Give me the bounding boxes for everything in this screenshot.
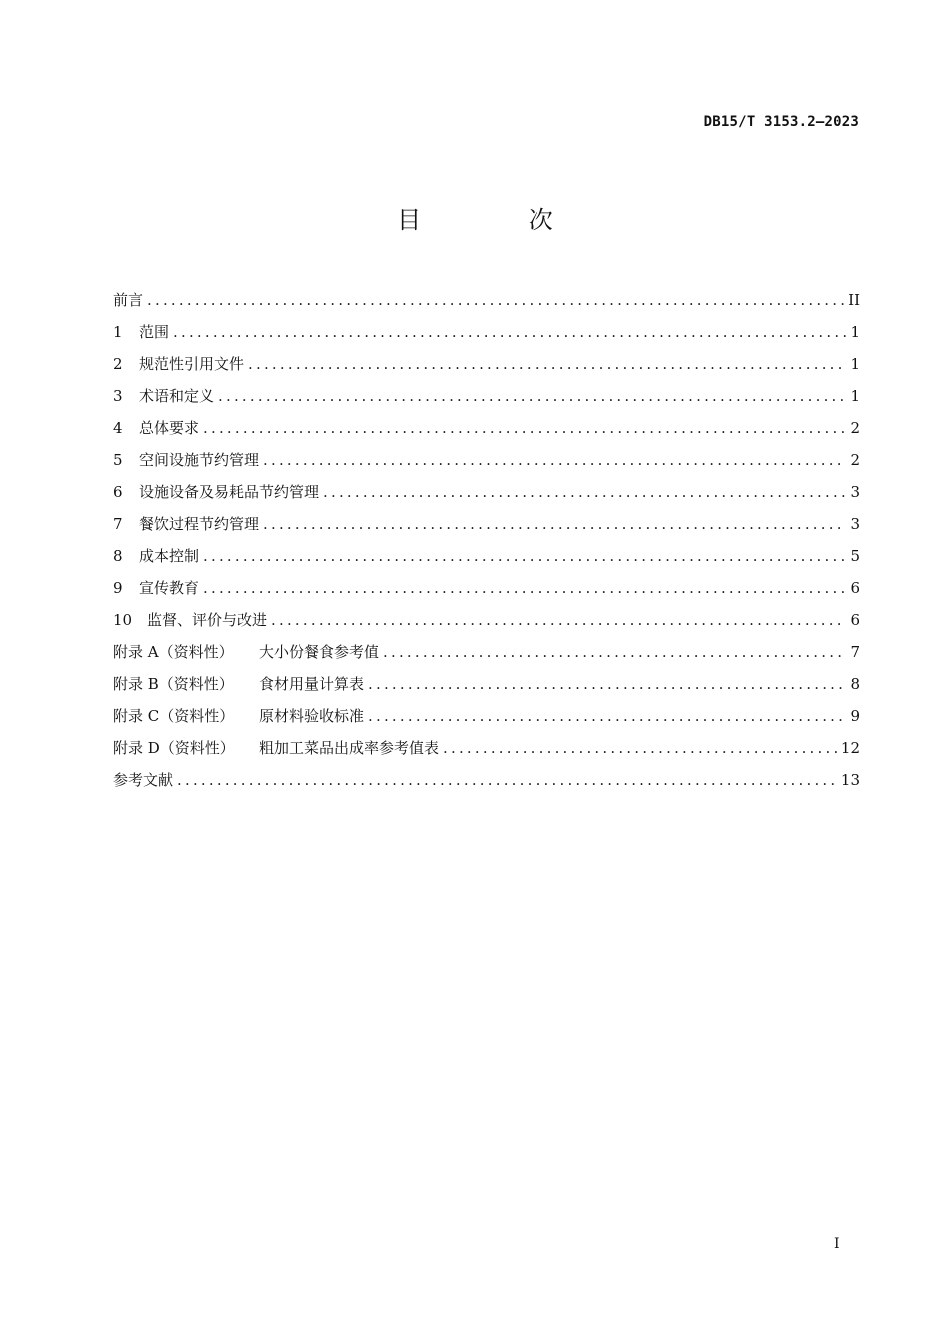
toc-entry-annex-a[interactable] bbox=[113, 636, 860, 668]
toc-entry-page: 13 bbox=[840, 771, 860, 789]
toc-entry-label: 大小份餐食参考值 bbox=[259, 643, 380, 661]
toc-leader-dots bbox=[368, 700, 846, 732]
toc-entry-page: 1 bbox=[850, 323, 860, 341]
toc-entry-label: 监督、评价与改进 bbox=[147, 611, 268, 629]
toc-leader-dots bbox=[443, 732, 837, 764]
toc-entry-label: 空间设施节约管理 bbox=[139, 451, 260, 469]
toc-entry-label: 范围 bbox=[139, 323, 170, 341]
toc-entry-number: 6 bbox=[113, 483, 123, 501]
toc-entry-10[interactable] bbox=[113, 604, 860, 636]
table-of-contents bbox=[113, 284, 860, 796]
toc-entry-page: 2 bbox=[850, 419, 860, 437]
toc-entry-label: 参考文献 bbox=[113, 771, 174, 789]
toc-leader-dots bbox=[263, 508, 846, 540]
toc-entry-3[interactable] bbox=[113, 380, 860, 412]
toc-entry-4[interactable] bbox=[113, 412, 860, 444]
toc-entry-page: 1 bbox=[850, 355, 860, 373]
toc-entry-page: 5 bbox=[850, 547, 860, 565]
toc-entry-number: 7 bbox=[113, 515, 123, 533]
page-title: 目 次 bbox=[397, 206, 603, 234]
toc-entry-8[interactable] bbox=[113, 540, 860, 572]
toc-entry-number: 2 bbox=[113, 355, 123, 373]
toc-leader-dots bbox=[173, 316, 846, 348]
toc-leader-dots bbox=[248, 348, 846, 380]
toc-entry-page: II bbox=[848, 291, 860, 309]
toc-entry-page: 7 bbox=[850, 643, 860, 661]
toc-entry-page: 2 bbox=[850, 451, 860, 469]
toc-entry-label: 术语和定义 bbox=[139, 387, 215, 405]
toc-leader-dots bbox=[203, 572, 846, 604]
toc-entry-6[interactable] bbox=[113, 476, 860, 508]
toc-entry-label: 成本控制 bbox=[139, 547, 200, 565]
toc-leader-dots bbox=[177, 764, 837, 796]
toc-leader-dots bbox=[323, 476, 846, 508]
toc-leader-dots bbox=[383, 636, 846, 668]
toc-entry-number: 8 bbox=[113, 547, 123, 565]
toc-annex-designation: 附录 D（资料性） bbox=[113, 739, 235, 757]
toc-entry-page: 8 bbox=[850, 675, 860, 693]
toc-entry-label: 餐饮过程节约管理 bbox=[139, 515, 260, 533]
toc-entry-number: 1 bbox=[113, 323, 123, 341]
toc-leader-dots bbox=[271, 604, 846, 636]
toc-leader-dots bbox=[203, 540, 846, 572]
toc-entry-page: 3 bbox=[850, 515, 860, 533]
toc-entry-page: 3 bbox=[850, 483, 860, 501]
toc-entry-label: 设施设备及易耗品节约管理 bbox=[139, 483, 320, 501]
document-code: DB15/T 3153.2—2023 bbox=[703, 114, 859, 130]
toc-entry-annex-d[interactable] bbox=[113, 732, 860, 764]
toc-entry-label: 前言 bbox=[113, 291, 144, 309]
toc-annex-designation: 附录 A（资料性） bbox=[113, 643, 234, 661]
toc-entry-foreword[interactable] bbox=[113, 284, 860, 316]
toc-entry-page: 12 bbox=[840, 739, 860, 757]
toc-entry-5[interactable] bbox=[113, 444, 860, 476]
toc-entry-number: 10 bbox=[113, 611, 133, 629]
toc-entry-2[interactable] bbox=[113, 348, 860, 380]
toc-entry-label: 粗加工菜品出成率参考值表 bbox=[259, 739, 440, 757]
toc-entry-number: 9 bbox=[113, 579, 123, 597]
toc-entry-label: 宣传教育 bbox=[139, 579, 200, 597]
toc-entry-page: 1 bbox=[850, 387, 860, 405]
toc-entry-label: 总体要求 bbox=[139, 419, 200, 437]
toc-entry-9[interactable] bbox=[113, 572, 860, 604]
toc-entry-number: 5 bbox=[113, 451, 123, 469]
toc-entry-label: 原材料验收标准 bbox=[259, 707, 365, 725]
toc-leader-dots bbox=[147, 284, 844, 316]
toc-entry-annex-b[interactable] bbox=[113, 668, 860, 700]
toc-entry-references[interactable] bbox=[113, 764, 860, 796]
toc-entry-label: 食材用量计算表 bbox=[259, 675, 365, 693]
toc-leader-dots bbox=[218, 380, 846, 412]
page-number: I bbox=[834, 1236, 840, 1252]
toc-annex-designation: 附录 B（资料性） bbox=[113, 675, 234, 693]
toc-leader-dots bbox=[203, 412, 846, 444]
toc-entry-page: 9 bbox=[850, 707, 860, 725]
toc-entry-1[interactable] bbox=[113, 316, 860, 348]
toc-entry-7[interactable] bbox=[113, 508, 860, 540]
toc-leader-dots bbox=[263, 444, 846, 476]
toc-leader-dots bbox=[368, 668, 846, 700]
toc-entry-page: 6 bbox=[850, 579, 860, 597]
toc-annex-designation: 附录 C（资料性） bbox=[113, 707, 235, 725]
toc-entry-number: 4 bbox=[113, 419, 123, 437]
toc-entry-label: 规范性引用文件 bbox=[139, 355, 245, 373]
toc-entry-annex-c[interactable] bbox=[113, 700, 860, 732]
toc-entry-page: 6 bbox=[850, 611, 860, 629]
toc-entry-number: 3 bbox=[113, 387, 123, 405]
